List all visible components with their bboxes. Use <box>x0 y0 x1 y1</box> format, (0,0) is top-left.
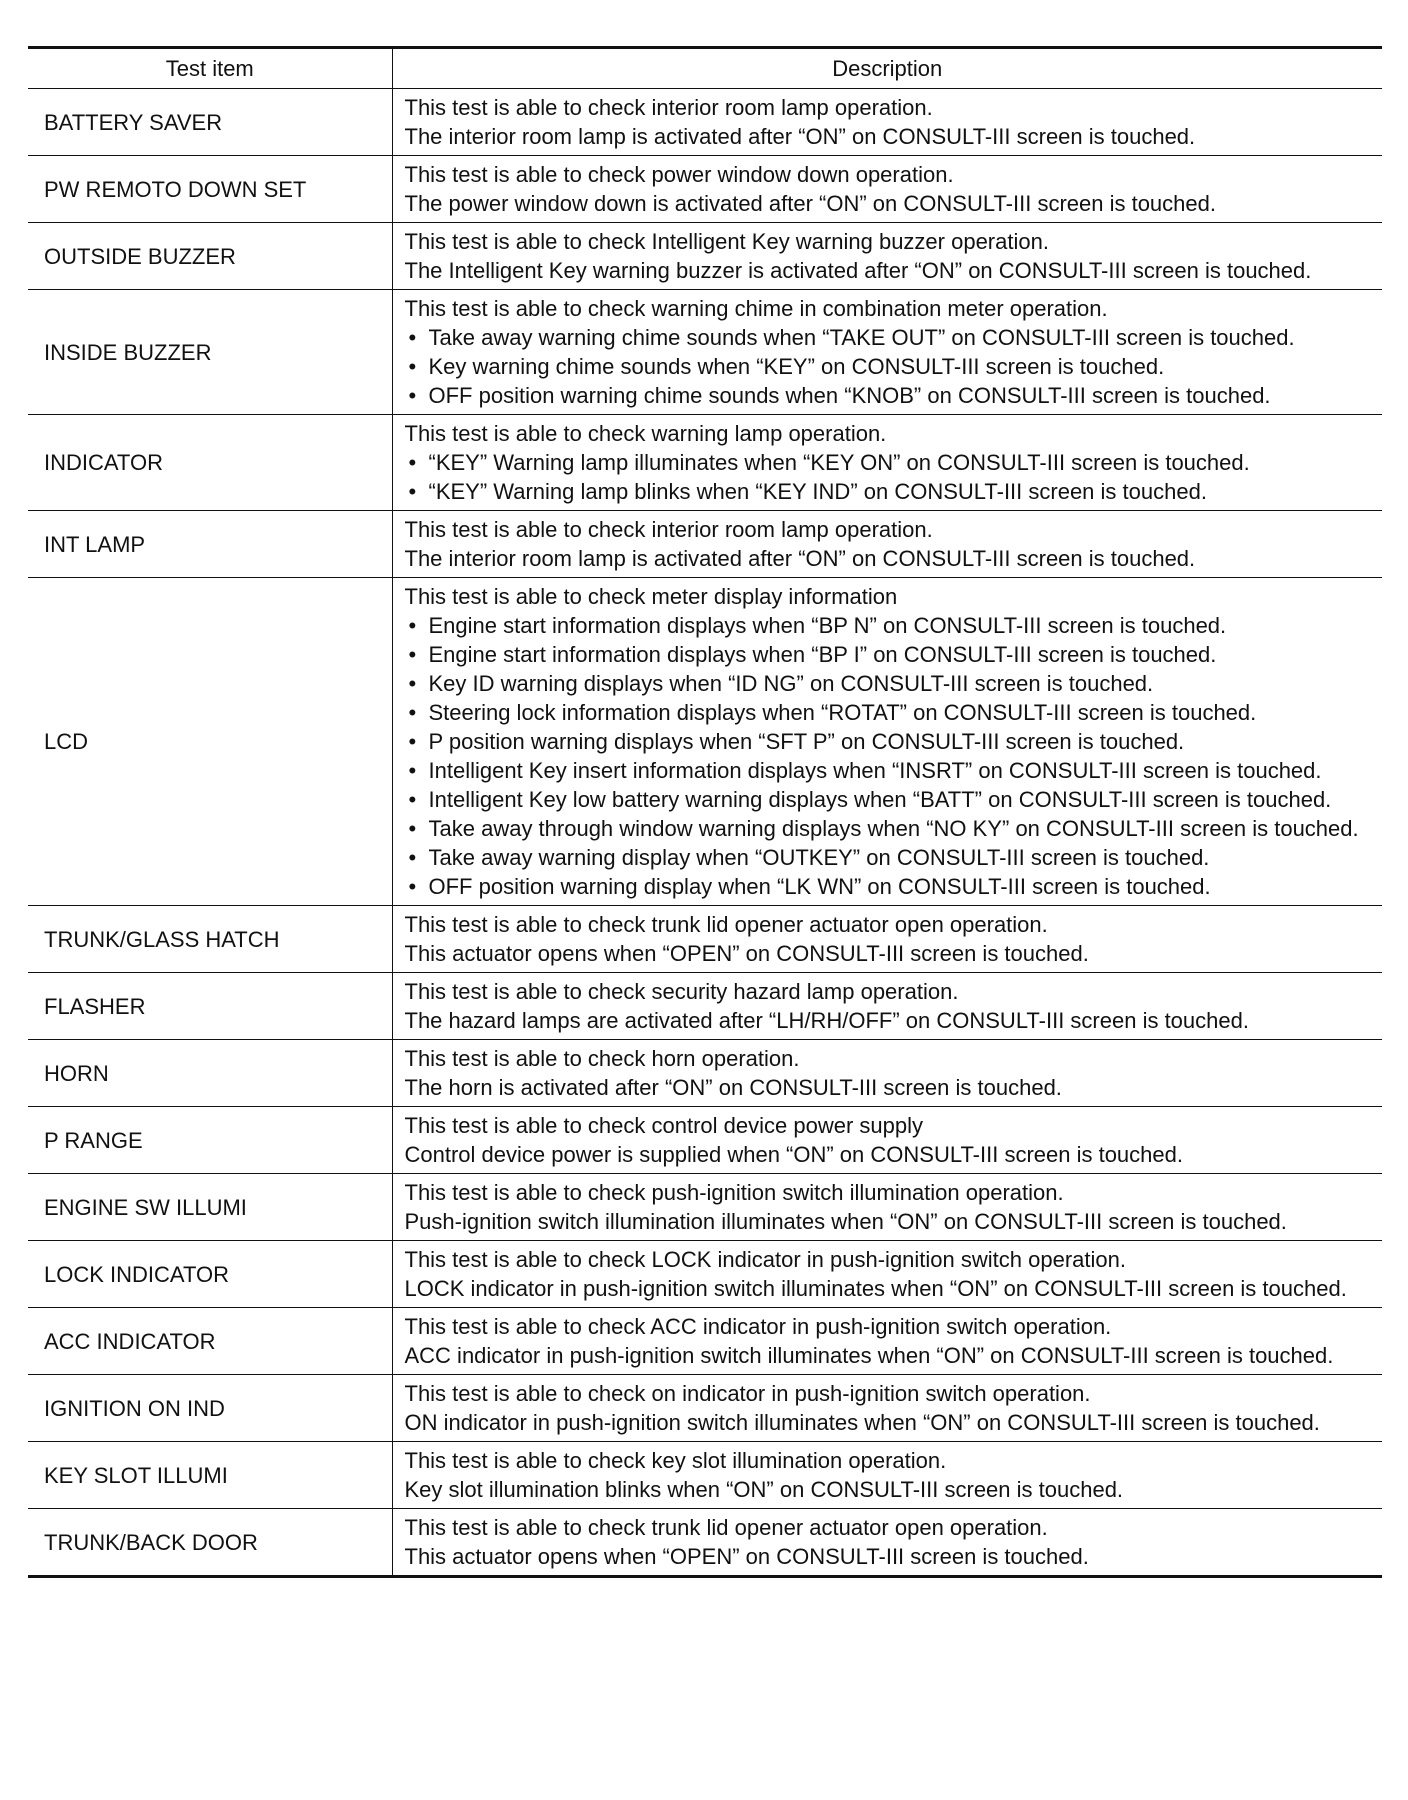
test-item-cell: INDICATOR <box>28 415 392 511</box>
description-cell <box>392 1241 1382 1308</box>
description-cell <box>392 1375 1382 1442</box>
test-item-cell: ENGINE SW ILLUMI <box>28 1174 392 1241</box>
test-item-cell: LOCK INDICATOR <box>28 1241 392 1308</box>
description-line: This test is able to check interior room lamp operation. <box>404 95 933 120</box>
description-cell <box>392 906 1382 973</box>
description-cell <box>392 1509 1382 1577</box>
description-line: This test is able to check control device power supply <box>404 1113 923 1138</box>
table-row <box>28 906 1382 973</box>
table-row <box>28 1442 1382 1509</box>
table-row <box>28 415 1382 511</box>
description-bullet: • P position warning displays when “SFT P” on CONSULT-III screen is touched. <box>405 727 1379 756</box>
test-item-cell: PW REMOTO DOWN SET <box>28 156 392 223</box>
description-line: This test is able to check interior room lamp operation. <box>404 517 933 542</box>
table-header-row <box>28 48 1382 89</box>
description-bullet: • Engine start information displays when “BP N” on CONSULT-III screen is touched. <box>405 611 1379 640</box>
description-line: This test is able to check trunk lid opener actuator open operation. <box>404 912 1048 937</box>
description-cell <box>392 89 1382 156</box>
table-row <box>28 511 1382 578</box>
test-item-cell: TRUNK/GLASS HATCH <box>28 906 392 973</box>
description-cell <box>392 578 1382 906</box>
test-item-cell: BATTERY SAVER <box>28 89 392 156</box>
description-bullet: • Take away warning chime sounds when “TAKE OUT” on CONSULT-III screen is touched. <box>405 323 1379 352</box>
description-line: The horn is activated after “ON” on CONSULT-III screen is touched. <box>404 1075 1062 1100</box>
description-cell <box>392 1107 1382 1174</box>
description-line: This test is able to check power window down operation. <box>404 162 954 187</box>
description-line: The interior room lamp is activated after “ON” on CONSULT-III screen is touched. <box>404 124 1196 149</box>
table-row <box>28 156 1382 223</box>
description-cell <box>392 1040 1382 1107</box>
description-cell <box>392 290 1382 415</box>
description-cell <box>392 1308 1382 1375</box>
test-item-cell: OUTSIDE BUZZER <box>28 223 392 290</box>
description-line: This actuator opens when “OPEN” on CONSULT-III screen is touched. <box>404 941 1089 966</box>
description-cell <box>392 511 1382 578</box>
description-line: The Intelligent Key warning buzzer is activated after “ON” on CONSULT-III screen is touched. <box>404 258 1312 283</box>
description-line: The power window down is activated after “ON” on CONSULT-III screen is touched. <box>404 191 1216 216</box>
description-bullet: • “KEY” Warning lamp illuminates when “KEY ON” on CONSULT-III screen is touched. <box>405 448 1379 477</box>
description-line: Key slot illumination blinks when “ON” on CONSULT-III screen is touched. <box>404 1477 1124 1502</box>
description-line: This test is able to check key slot illumination operation. <box>404 1448 947 1473</box>
description-bullet: • OFF position warning chime sounds when “KNOB” on CONSULT-III screen is touched. <box>405 381 1379 410</box>
description-cell <box>392 1174 1382 1241</box>
description-bullet: • Engine start information displays when “BP I” on CONSULT-III screen is touched. <box>405 640 1379 669</box>
test-item-cell: HORN <box>28 1040 392 1107</box>
test-item-cell: TRUNK/BACK DOOR <box>28 1509 392 1577</box>
table-row <box>28 223 1382 290</box>
test-item-cell: KEY SLOT ILLUMI <box>28 1442 392 1509</box>
description-bullet: • OFF position warning display when “LK WN” on CONSULT-III screen is touched. <box>405 872 1379 901</box>
description-line: This test is able to check security hazard lamp operation. <box>404 979 959 1004</box>
test-item-cell: FLASHER <box>28 973 392 1040</box>
description-cell <box>392 223 1382 290</box>
description-bullet: • Intelligent Key insert information displays when “INSRT” on CONSULT-III screen is touched. <box>405 756 1379 785</box>
table-row <box>28 89 1382 156</box>
table-row <box>28 1509 1382 1577</box>
description-line: This test is able to check meter display information <box>404 584 898 609</box>
description-line: This test is able to check Intelligent Key warning buzzer operation. <box>404 229 1049 254</box>
description-line: This test is able to check LOCK indicator in push-ignition switch operation. <box>404 1247 1126 1272</box>
description-cell <box>392 1442 1382 1509</box>
test-item-cell: INT LAMP <box>28 511 392 578</box>
header-test-item: Test item <box>28 48 392 89</box>
table-body <box>28 89 1382 1577</box>
table-row <box>28 1174 1382 1241</box>
description-line: The hazard lamps are activated after “LH/RH/OFF” on CONSULT-III screen is touched. <box>404 1008 1249 1033</box>
table-row <box>28 1040 1382 1107</box>
description-bullet: • Key ID warning displays when “ID NG” on CONSULT-III screen is touched. <box>405 669 1379 698</box>
description-line: This test is able to check push-ignition switch illumination operation. <box>404 1180 1064 1205</box>
test-item-cell: INSIDE BUZZER <box>28 290 392 415</box>
document-page <box>28 46 1382 1578</box>
table-row <box>28 1241 1382 1308</box>
test-item-cell: P RANGE <box>28 1107 392 1174</box>
description-line: This test is able to check ACC indicator in push-ignition switch operation. <box>404 1314 1112 1339</box>
description-line: Push-ignition switch illumination illuminates when “ON” on CONSULT-III screen is touched. <box>404 1209 1287 1234</box>
description-line: The interior room lamp is activated after “ON” on CONSULT-III screen is touched. <box>404 546 1196 571</box>
description-line: ACC indicator in push-ignition switch illuminates when “ON” on CONSULT-III screen is touched. <box>404 1343 1334 1368</box>
table-row <box>28 578 1382 906</box>
description-line: ON indicator in push-ignition switch illuminates when “ON” on CONSULT-III screen is touched. <box>404 1410 1320 1435</box>
table-row <box>28 973 1382 1040</box>
description-line: This test is able to check horn operation. <box>404 1046 800 1071</box>
description-line: This test is able to check trunk lid opener actuator open operation. <box>404 1515 1048 1540</box>
table-row <box>28 1107 1382 1174</box>
test-item-cell: IGNITION ON IND <box>28 1375 392 1442</box>
description-bullet: • “KEY” Warning lamp blinks when “KEY IND” on CONSULT-III screen is touched. <box>405 477 1379 506</box>
description-bullet: • Take away through window warning displays when “NO KY” on CONSULT-III screen is touched. <box>405 814 1379 843</box>
description-bullet: • Take away warning display when “OUTKEY” on CONSULT-III screen is touched. <box>405 843 1379 872</box>
description-bullet: • Key warning chime sounds when “KEY” on CONSULT-III screen is touched. <box>405 352 1379 381</box>
description-line: Control device power is supplied when “ON” on CONSULT-III screen is touched. <box>404 1142 1183 1167</box>
description-cell <box>392 415 1382 511</box>
header-description: Description <box>392 48 1382 89</box>
description-line: LOCK indicator in push-ignition switch illuminates when “ON” on CONSULT-III screen is touched. <box>404 1276 1347 1301</box>
table-row <box>28 1375 1382 1442</box>
description-line: This actuator opens when “OPEN” on CONSULT-III screen is touched. <box>404 1544 1089 1569</box>
description-line: This test is able to check warning chime in combination meter operation. <box>404 296 1108 321</box>
test-item-cell: ACC INDICATOR <box>28 1308 392 1375</box>
description-line: This test is able to check warning lamp operation. <box>404 421 887 446</box>
description-cell <box>392 973 1382 1040</box>
description-line: This test is able to check on indicator in push-ignition switch operation. <box>404 1381 1091 1406</box>
test-item-cell: LCD <box>28 578 392 906</box>
test-item-table <box>28 46 1382 1578</box>
description-cell <box>392 156 1382 223</box>
description-bullet: • Steering lock information displays when “ROTAT” on CONSULT-III screen is touched. <box>405 698 1379 727</box>
table-row <box>28 1308 1382 1375</box>
table-row <box>28 290 1382 415</box>
description-bullet: • Intelligent Key low battery warning displays when “BATT” on CONSULT-III screen is touched. <box>405 785 1379 814</box>
